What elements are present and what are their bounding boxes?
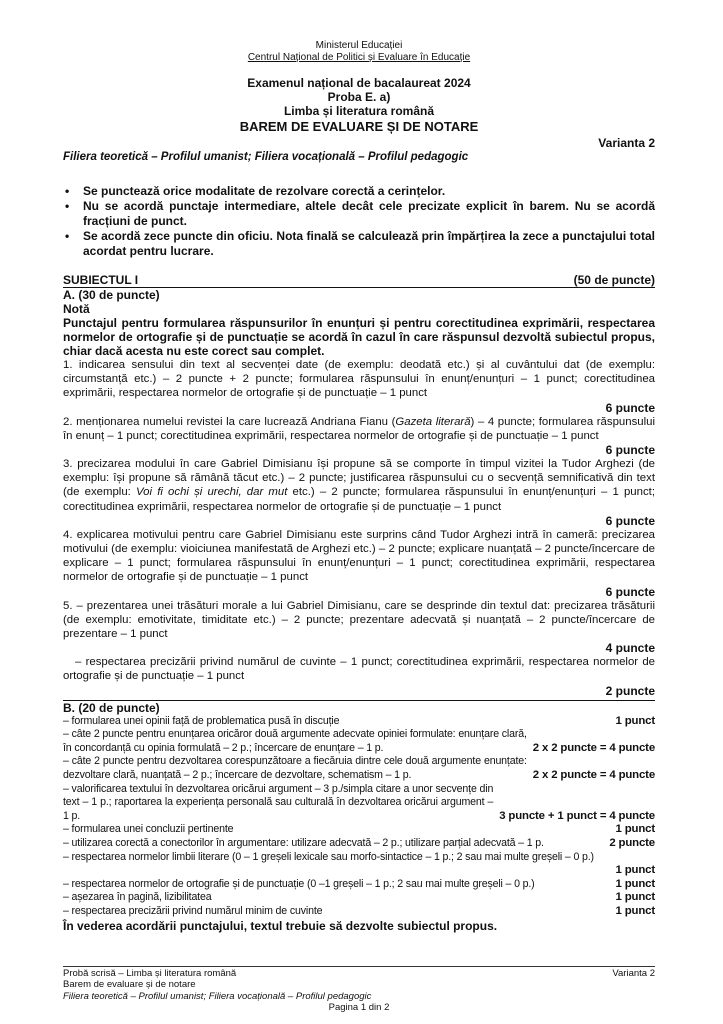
b-item: – respectarea normelor de ortografie și de punctuație (0 –1 greșeli – 1 p.; 2 sau mai multe greșeli – 0 p.) 1 punct [63, 877, 655, 890]
nota-title: Notă [63, 302, 90, 316]
item-3: 3. precizarea modului în care Gabriel Dimisianu își propune să se comporte în timpul vizitei la Tudor Arghezi (de exemplu: își propune să rămână tăcut etc.) – 2 puncte; justificarea răspunsului cu o secvență semnificativă din text (de exemplu: Voi fi ochi și urechi, dar mut etc.) – 2 puncte; formularea răspunsului în enunț/enunțuri – 1 punct; corectitudinea exprimării, respectarea normelor de ortografie și de punctuație – 1 punct 6 puncte [63, 458, 655, 528]
item-points: 6 puncte [605, 443, 655, 458]
b-item: – câte 2 puncte pentru enunțarea oricăror două argumente adecvate opiniei formulate: enunțare clară, în concordanță cu opinia formulată – 2 p.; încercare de enunțare – 1 p. 2 x 2 puncte = 4 puncte [63, 728, 655, 754]
footer-filiera: Filiera teoretică – Profilul umanist; Filiera vocațională – Profilul pedagogic [63, 990, 372, 1002]
subject-heading [63, 273, 655, 288]
b-item: – respectarea normelor limbii literare (0 – 1 greșeli lexicale sau morfo-sintactice – 1 p.; 2 sau mai multe greșeli – 0 p.) 1 punct [63, 850, 655, 877]
footer-barem: Barem de evaluare și de notare [63, 979, 196, 991]
subject-points: (50 de puncte) [573, 273, 655, 287]
b-item: – așezarea în pagină, lizibilitatea 1 punct [63, 891, 655, 904]
item-5b: – respectarea precizării privind numărul de cuvinte – 1 punct; corectitudinea exprimării, respectarea normelor de ortografie și de punctuație – 1 punct 2 puncte [63, 656, 655, 698]
filiera-line: Filiera teoretică – Profilul umanist; Filiera vocațională – Profilul pedagogic [63, 151, 469, 163]
bullet-icon: • [65, 199, 70, 213]
item-4: 4. explicarea motivului pentru care Gabriel Dimisianu este surprins când Tudor Arghezi intră în cameră: precizarea motivului (de exemplu: vioiciunea manifestată de Arghezi etc.) – 2 puncte; explicare nuanțată – 2 puncte/încercare de explicare – 1 punct; formularea răspunsului în enunț/enunțuri – 1 punct; corectitudinea exprimării, respectarea normelor de ortografie și de punctuație – 1 punct 6 puncte [63, 528, 655, 599]
ministry-name: Ministerul Educației [315, 40, 403, 51]
bullet-icon: • [65, 229, 70, 243]
item-2: 2. menționarea numelui revistei la care lucrează Andriana Fianu (Gazeta literară) – 4 puncte; formularea răspunsului în enunț – 1 punct; corectitudinea exprimării, respectarea normelor de ortografie și de punctuație – 1 punct 6 puncte [63, 415, 656, 458]
footer-exam: Probă scrisă – Limba și literatura română [63, 968, 237, 979]
proba-title: Proba E. a) [327, 90, 391, 104]
rule-item: • Se acordă zece puncte din oficiu. Nota finală se calculează prin împărțirea la zece a punctajului total acordat pentru lucrare. [65, 229, 655, 258]
page-footer [63, 966, 655, 1014]
document-page [63, 40, 655, 933]
section-a-title: A. (30 de puncte) [63, 288, 160, 302]
barem-title: BAREM DE EVALUARE ȘI DE NOTARE [239, 119, 479, 134]
subject-title: Limba și literatura română [283, 104, 435, 118]
item-points: 6 puncte [605, 584, 655, 599]
bullet-icon: • [65, 184, 70, 198]
subject-title: SUBIECTUL I [63, 273, 139, 287]
b-item: – utilizarea corectă a conectorilor în argumentare: utilizare adecvată – 2 p.; utilizare parțial adecvată – 1 p. 2 puncte [63, 837, 655, 849]
footer-variant: Varianta 2 [612, 968, 655, 979]
variant-label: Varianta 2 [598, 136, 655, 150]
item-1: 1. indicarea sensului din text al secvenței date (de exemplu: deodată etc.) și al cuvântului dat (de exemplu: circumstanță etc.) – 2 puncte + 2 puncte; formularea răspunsului în enunț/enunțuri – 1 punct; corectitudinea exprimării, respectarea normelor de ortografie și de punctuație – 1 punct 6 puncte [63, 359, 655, 415]
rules-list [63, 184, 655, 259]
b-item: – formularea unei concluzii pertinente 1 punct [63, 823, 655, 836]
b-item: – formularea unei opinii față de problematica pusă în discuție 1 punct [63, 714, 655, 727]
b-item: – respectarea precizării privind numărul minim de cuvinte 1 punct [63, 904, 655, 917]
item-points: 4 puncte [605, 641, 655, 656]
rule-item: • Nu se acordă punctaje intermediare, altele decât cele precizate explicit în barem. Nu se acordă fracțiuni de punct. [65, 199, 655, 228]
exam-title: Examenul național de bacalaureat 2024 [247, 76, 471, 90]
item-points: 6 puncte [605, 513, 655, 528]
page-number: Pagina 1 din 2 [328, 1002, 390, 1014]
final-note: În vederea acordării punctajului, textul trebuie să dezvolte subiectul propus. [63, 918, 498, 933]
b-item: – valorificarea textului în dezvoltarea oricărui argument – 3 p./simpla citare a unor secvențe din text – 1 p.; raportarea la experiența personală sau culturală în dezvoltarea oricărui argument – 1 p. 3 puncte + 1 punct = 4 puncte [63, 782, 655, 822]
section-b-list [63, 715, 655, 919]
item-5: 5. – prezentarea unei trăsături morale a lui Gabriel Dimisianu, care se desprinde din textul dat: precizarea trăsăturii (de exemplu: emotivitate, timiditate etc.) – 2 puncte; prezentare adecvată și nuanțată – 2 puncte/încercare de prezentare – 1 punct 4 puncte [63, 599, 655, 656]
item-points: 2 puncte [605, 683, 655, 698]
item-points: 6 puncte [605, 400, 655, 415]
rule-item: • Se punctează orice modalitate de rezolvare corectă a cerințelor. [65, 184, 446, 198]
section-b-title: B. (20 de puncte) [63, 700, 655, 715]
center-name: Centrul Național de Politici și Evaluare în Educație [247, 52, 471, 63]
b-item: – câte 2 puncte pentru dezvoltarea corespunzătoare a fiecăruia dintre cele două argumente enunțate: dezvoltare clară, nuanțată – 2 p.; încercare de dezvoltare, schematism – 1 p. 2 x 2 puncte = 4 puncte [63, 755, 655, 782]
nota-text: Punctajul pentru formularea răspunsurilor în enunțuri și pentru corectitudinea exprimării, respectarea normelor de ortografie și de punctuație se acordă în cazul în care răspunsul dezvoltă subiectul propus, chiar dacă acesta nu este corect sau complet. [63, 316, 655, 358]
